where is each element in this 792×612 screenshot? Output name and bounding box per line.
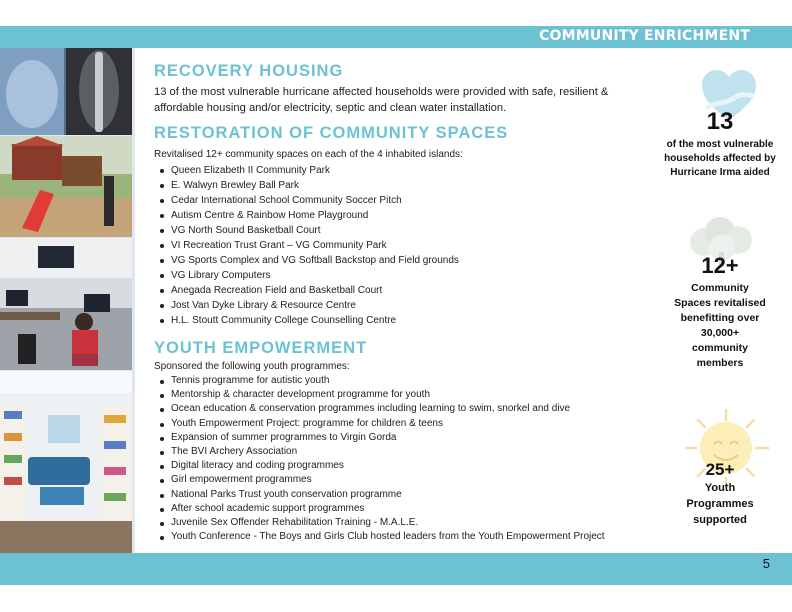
list-item: E. Walwyn Brewley Ball Park: [160, 178, 654, 193]
list-item: Mentorship & character development programme for youth: [160, 388, 654, 402]
stat-value: 25+: [705, 460, 735, 479]
stat-caption-line: households affected by: [664, 153, 776, 164]
list-item: H.L. Stoutt Community College Counselling Centre: [160, 313, 654, 328]
recovery-housing-text: 13 of the most vulnerable hurricane affected households were provided with safe, resilient & affordable housing and/or electricity, septic and clean water installation.: [154, 86, 609, 114]
photo-column: [0, 48, 135, 553]
list-item: VI Recreation Trust Grant – VG Community Park: [160, 238, 654, 253]
stat-caption-line: Programmes: [686, 498, 754, 510]
community-spaces-intro: Revitalised 12+ community spaces on each of the 4 inhabited islands:: [154, 149, 463, 160]
list-item: Cedar International School Community Soccer Pitch: [160, 193, 654, 208]
list-item: VG North Sound Basketball Court: [160, 223, 654, 238]
library-room-photo: [0, 371, 132, 553]
header-band: [0, 26, 792, 48]
list-item: Tennis programme for autistic youth: [160, 374, 654, 388]
list-item: VG Sports Complex and VG Softball Backstop and Field grounds: [160, 253, 654, 268]
list-item: Queen Elizabeth II Community Park: [160, 163, 654, 178]
stat-community-spaces: [660, 252, 780, 371]
list-item: National Parks Trust youth conservation programme: [160, 488, 654, 502]
stat-value: 13: [706, 108, 734, 135]
section-heading-community-spaces: RESTORATION OF COMMUNITY SPACES: [154, 124, 509, 142]
page-title: COMMUNITY ENRICHMENT: [539, 28, 750, 44]
footer-band: [0, 553, 792, 585]
stat-caption-line: benefitting over: [680, 312, 760, 324]
section-heading-recovery-housing: RECOVERY HOUSING: [154, 62, 344, 80]
computer-lab-photo: [0, 238, 132, 370]
list-item: Ocean education & conservation programmes including learning to swim, snorkel and dive: [160, 402, 654, 416]
list-item: The BVI Archery Association: [160, 445, 654, 459]
youth-programmes-list: [160, 374, 654, 544]
list-item: Expansion of summer programmes to Virgin Gorda: [160, 431, 654, 445]
stat-caption-line: 30,000+: [700, 327, 740, 339]
stat-value: 12+: [701, 253, 739, 278]
list-item: VG Library Computers: [160, 268, 654, 283]
list-item: Jost Van Dyke Library & Resource Centre: [160, 298, 654, 313]
stat-caption-line: Hurricane Irma aided: [670, 167, 770, 178]
xray-photo: [0, 48, 132, 135]
list-item: Autism Centre & Rainbow Home Playground: [160, 208, 654, 223]
section-heading-youth-empowerment: YOUTH EMPOWERMENT: [154, 339, 368, 357]
stat-youth-programmes: [660, 460, 780, 528]
list-item: After school academic support programmes: [160, 502, 654, 516]
list-item: Juvenile Sex Offender Rehabilitation Training - M.A.L.E.: [160, 516, 654, 530]
list-item: Digital literacy and coding programmes: [160, 459, 654, 473]
stat-caption-line: supported: [693, 514, 747, 526]
list-item: Youth Conference - The Boys and Girls Club hosted leaders from the Youth Empowerment Project: [160, 530, 654, 544]
main-content: [154, 62, 654, 544]
stat-caption-line: community: [691, 342, 748, 354]
page-number: 5: [762, 556, 770, 571]
stat-caption-line: Spaces revitalised: [674, 297, 766, 309]
stat-caption-line: Community: [691, 282, 749, 294]
list-item: Youth Empowerment Project: programme for children & teens: [160, 417, 654, 431]
youth-empowerment-intro: Sponsored the following youth programmes:: [154, 361, 350, 372]
stat-caption-line: members: [696, 357, 744, 369]
playground-photo: [0, 136, 132, 237]
list-item: Girl empowerment programmes: [160, 473, 654, 487]
list-item: Anegada Recreation Field and Basketball Court: [160, 283, 654, 298]
stat-households: [660, 108, 780, 180]
community-spaces-list: [160, 163, 654, 328]
stat-caption-line: Youth: [704, 482, 736, 494]
stat-caption-line: of the most vulnerable: [666, 139, 774, 150]
